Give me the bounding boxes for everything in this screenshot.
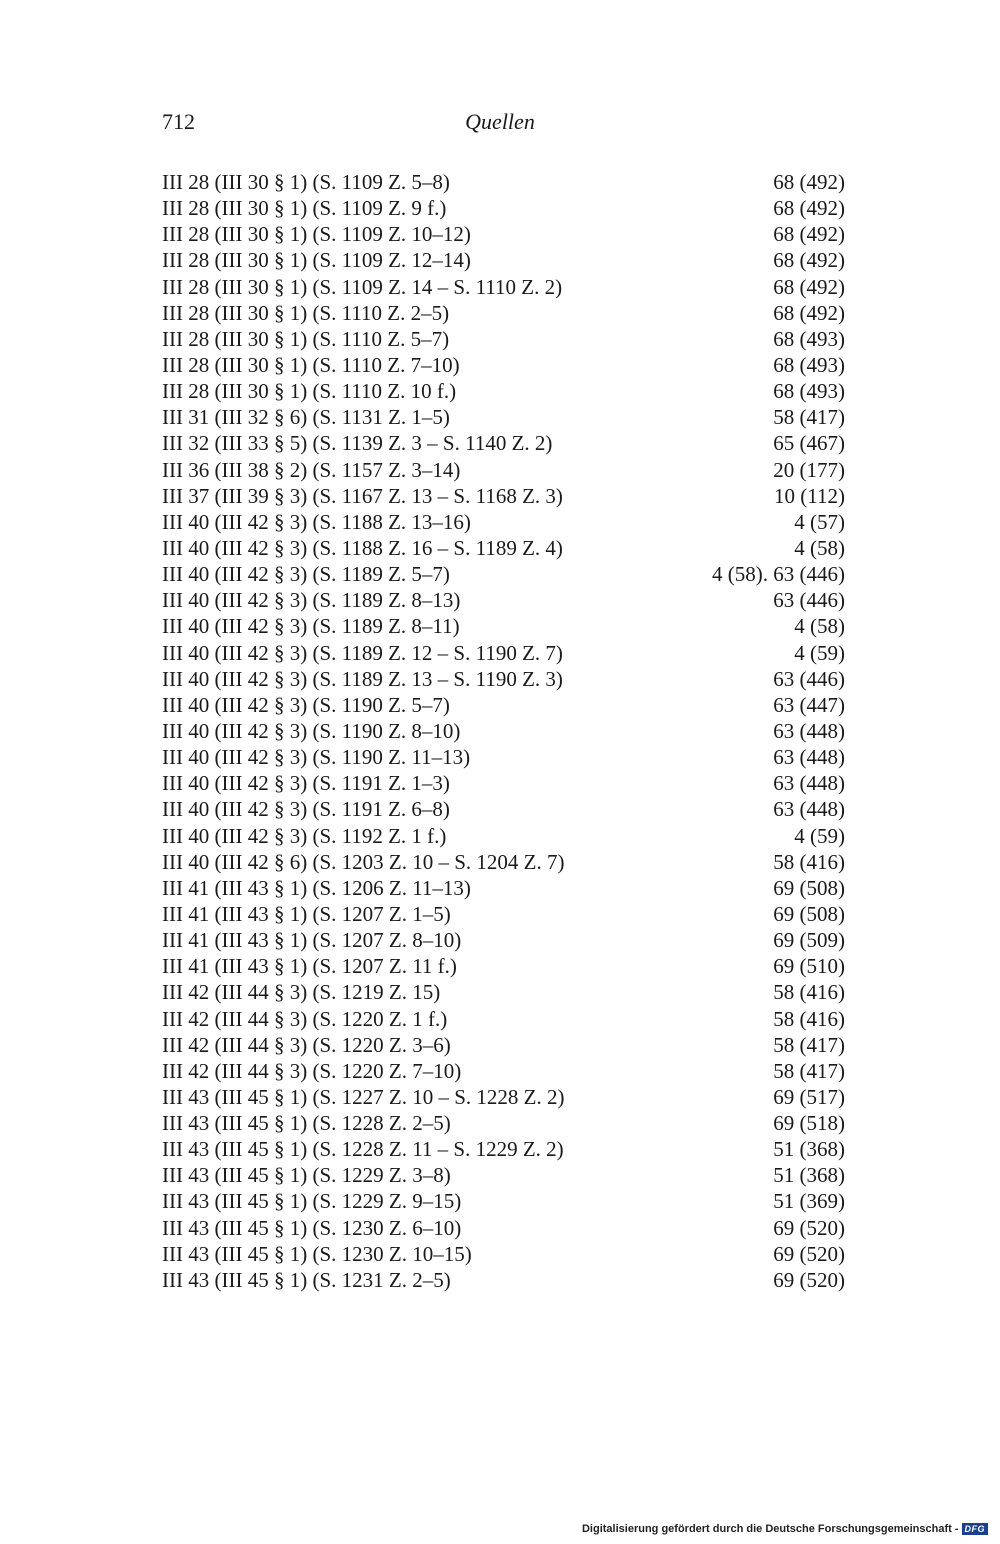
page-reference: 69 (518) xyxy=(773,1111,845,1136)
source-citation: III 31 (III 32 § 6) (S. 1131 Z. 1–5) xyxy=(162,405,450,430)
source-citation: III 28 (III 30 § 1) (S. 1110 Z. 10 f.) xyxy=(162,379,457,404)
index-entry-row xyxy=(162,979,845,1005)
index-entry-row xyxy=(162,1267,845,1293)
page-reference: 58 (417) xyxy=(773,1032,845,1057)
index-entry-row xyxy=(162,326,845,352)
footer-text: Digitalisierung gefördert durch die Deutsche Forschungsgemeinschaft - xyxy=(581,1523,959,1535)
source-citation: III 36 (III 38 § 2) (S. 1157 Z. 3–14) xyxy=(162,457,461,482)
index-entry-row xyxy=(162,169,845,195)
page-reference: 4 (58) xyxy=(794,535,845,560)
page-reference: 68 (493) xyxy=(773,326,845,351)
source-index-list xyxy=(162,169,845,1293)
index-entry-row xyxy=(162,718,845,744)
page-reference: 63 (448) xyxy=(773,718,845,743)
page-reference: 69 (508) xyxy=(773,875,845,900)
source-citation: III 40 (III 42 § 3) (S. 1189 Z. 5–7) xyxy=(162,562,450,587)
index-entry-row xyxy=(162,796,845,822)
source-citation: III 28 (III 30 § 1) (S. 1110 Z. 2–5) xyxy=(162,300,450,325)
index-entry-row xyxy=(162,927,845,953)
page-reference: 58 (417) xyxy=(773,1058,845,1083)
index-entry-row xyxy=(162,1110,845,1136)
index-entry-row xyxy=(162,666,845,692)
index-entry-row xyxy=(162,1215,845,1241)
source-citation: III 42 (III 44 § 3) (S. 1220 Z. 3–6) xyxy=(162,1032,451,1057)
page-reference: 51 (368) xyxy=(773,1163,845,1188)
index-entry-row xyxy=(162,1058,845,1084)
index-entry-row xyxy=(162,378,845,404)
page-reference: 58 (416) xyxy=(773,1006,845,1031)
source-citation: III 37 (III 39 § 3) (S. 1167 Z. 13 – S. 1168 Z. 3) xyxy=(162,483,563,508)
page-reference: 4 (58) xyxy=(794,614,845,639)
source-citation: III 28 (III 30 § 1) (S. 1109 Z. 10–12) xyxy=(162,222,471,247)
page-reference: 69 (520) xyxy=(773,1215,845,1240)
source-citation: III 40 (III 42 § 3) (S. 1190 Z. 11–13) xyxy=(162,745,471,770)
page-reference: 68 (493) xyxy=(773,379,845,404)
source-citation: III 42 (III 44 § 3) (S. 1220 Z. 1 f.) xyxy=(162,1006,448,1031)
index-entry-row xyxy=(162,1241,845,1267)
source-citation: III 40 (III 42 § 3) (S. 1189 Z. 12 – S. 1190 Z. 7) xyxy=(162,640,563,665)
source-citation: III 43 (III 45 § 1) (S. 1227 Z. 10 – S. 1228 Z. 2) xyxy=(162,1084,565,1109)
index-entry-row xyxy=(162,535,845,561)
page-reference: 68 (492) xyxy=(773,196,845,221)
page-reference: 68 (492) xyxy=(773,300,845,325)
index-entry-row xyxy=(162,221,845,247)
page-reference: 68 (493) xyxy=(773,352,845,377)
source-citation: III 40 (III 42 § 3) (S. 1189 Z. 8–13) xyxy=(162,588,461,613)
page-reference: 10 (112) xyxy=(774,483,845,508)
page-reference: 63 (448) xyxy=(773,771,845,796)
source-citation: III 42 (III 44 § 3) (S. 1220 Z. 7–10) xyxy=(162,1058,462,1083)
dfg-logo: DFG xyxy=(962,1523,989,1535)
source-citation: III 41 (III 43 § 1) (S. 1206 Z. 11–13) xyxy=(162,875,471,900)
index-entry-row xyxy=(162,1162,845,1188)
page-reference: 63 (448) xyxy=(773,745,845,770)
source-citation: III 41 (III 43 § 1) (S. 1207 Z. 11 f.) xyxy=(162,954,457,979)
source-citation: III 42 (III 44 § 3) (S. 1219 Z. 15) xyxy=(162,980,441,1005)
page-reference: 63 (448) xyxy=(773,797,845,822)
page-reference: 58 (417) xyxy=(773,405,845,430)
index-entry-row xyxy=(162,1032,845,1058)
source-citation: III 40 (III 42 § 3) (S. 1188 Z. 16 – S. 1189 Z. 4) xyxy=(162,535,563,560)
index-entry-row xyxy=(162,770,845,796)
source-citation: III 41 (III 43 § 1) (S. 1207 Z. 1–5) xyxy=(162,901,451,926)
running-head: Quellen xyxy=(465,109,535,134)
page-reference: 4 (59) xyxy=(794,640,845,665)
index-entry-row xyxy=(162,352,845,378)
digitization-footer xyxy=(582,1523,988,1535)
page-reference: 69 (520) xyxy=(773,1267,845,1292)
source-citation: III 40 (III 42 § 3) (S. 1188 Z. 13–16) xyxy=(162,509,471,534)
source-citation: III 40 (III 42 § 3) (S. 1191 Z. 6–8) xyxy=(162,797,450,822)
source-citation: III 28 (III 30 § 1) (S. 1109 Z. 9 f.) xyxy=(162,196,447,221)
index-entry-row xyxy=(162,509,845,535)
index-entry-row xyxy=(162,1136,845,1162)
index-entry-row xyxy=(162,561,845,587)
page-reference: 68 (492) xyxy=(773,222,845,247)
source-citation: III 43 (III 45 § 1) (S. 1228 Z. 2–5) xyxy=(162,1111,451,1136)
index-entry-row xyxy=(162,849,845,875)
source-citation: III 43 (III 45 § 1) (S. 1229 Z. 9–15) xyxy=(162,1189,462,1214)
index-entry-row xyxy=(162,875,845,901)
index-entry-row xyxy=(162,274,845,300)
source-citation: III 28 (III 30 § 1) (S. 1110 Z. 5–7) xyxy=(162,326,450,351)
index-entry-row xyxy=(162,1084,845,1110)
page-reference: 65 (467) xyxy=(773,431,845,456)
source-citation: III 40 (III 42 § 3) (S. 1189 Z. 13 – S. 1190 Z. 3) xyxy=(162,666,563,691)
source-citation: III 40 (III 42 § 6) (S. 1203 Z. 10 – S. 1204 Z. 7) xyxy=(162,849,565,874)
page-reference: 68 (492) xyxy=(773,248,845,273)
index-entry-row xyxy=(162,404,845,430)
index-entry-row xyxy=(162,457,845,483)
page-reference: 68 (492) xyxy=(773,170,845,194)
page-reference: 4 (59) xyxy=(794,823,845,848)
page-reference: 4 (58). 63 (446) xyxy=(712,562,845,587)
index-entry-row xyxy=(162,901,845,927)
source-citation: III 43 (III 45 § 1) (S. 1228 Z. 11 – S. 1229 Z. 2) xyxy=(162,1137,564,1162)
page-reference: 69 (509) xyxy=(773,928,845,953)
page-reference: 69 (520) xyxy=(773,1241,845,1266)
page-reference: 51 (369) xyxy=(773,1189,845,1214)
page-number: 712 xyxy=(162,109,195,134)
source-citation: III 40 (III 42 § 3) (S. 1191 Z. 1–3) xyxy=(162,771,450,796)
source-citation: III 32 (III 33 § 5) (S. 1139 Z. 3 – S. 1140 Z. 2) xyxy=(162,431,553,456)
index-entry-row xyxy=(162,430,845,456)
source-citation: III 43 (III 45 § 1) (S. 1230 Z. 10–15) xyxy=(162,1241,472,1266)
index-entry-row xyxy=(162,1188,845,1214)
page-reference: 58 (416) xyxy=(773,849,845,874)
index-entry-row xyxy=(162,1006,845,1032)
source-citation: III 28 (III 30 § 1) (S. 1109 Z. 12–14) xyxy=(162,248,471,273)
index-entry-row xyxy=(162,195,845,221)
page-reference: 63 (446) xyxy=(773,666,845,691)
source-citation: III 40 (III 42 § 3) (S. 1189 Z. 8–11) xyxy=(162,614,460,639)
page-reference: 69 (510) xyxy=(773,954,845,979)
source-citation: III 41 (III 43 § 1) (S. 1207 Z. 8–10) xyxy=(162,928,462,953)
source-citation: III 28 (III 30 § 1) (S. 1109 Z. 5–8) xyxy=(162,170,450,194)
page-reference: 68 (492) xyxy=(773,274,845,299)
index-entry-row xyxy=(162,692,845,718)
index-entry-row xyxy=(162,613,845,639)
source-citation: III 40 (III 42 § 3) (S. 1190 Z. 8–10) xyxy=(162,718,461,743)
page-reference: 69 (517) xyxy=(773,1084,845,1109)
index-entry-row xyxy=(162,953,845,979)
page-reference: 4 (57) xyxy=(794,509,845,534)
index-entry-row xyxy=(162,247,845,273)
source-citation: III 43 (III 45 § 1) (S. 1231 Z. 2–5) xyxy=(162,1267,451,1292)
source-citation: III 40 (III 42 § 3) (S. 1192 Z. 1 f.) xyxy=(162,823,447,848)
page-reference: 69 (508) xyxy=(773,901,845,926)
page-reference: 51 (368) xyxy=(773,1137,845,1162)
index-entry-row xyxy=(162,744,845,770)
index-entry-row xyxy=(162,823,845,849)
source-citation: III 43 (III 45 § 1) (S. 1230 Z. 6–10) xyxy=(162,1215,462,1240)
source-citation: III 28 (III 30 § 1) (S. 1109 Z. 14 – S. 1110 Z. 2) xyxy=(162,274,563,299)
page-reference: 20 (177) xyxy=(773,457,845,482)
page-reference: 58 (416) xyxy=(773,980,845,1005)
index-entry-row xyxy=(162,300,845,326)
index-entry-row xyxy=(162,483,845,509)
index-entry-row xyxy=(162,587,845,613)
page-reference: 63 (446) xyxy=(773,588,845,613)
source-citation: III 40 (III 42 § 3) (S. 1190 Z. 5–7) xyxy=(162,692,450,717)
source-citation: III 28 (III 30 § 1) (S. 1110 Z. 7–10) xyxy=(162,352,460,377)
source-citation: III 43 (III 45 § 1) (S. 1229 Z. 3–8) xyxy=(162,1163,451,1188)
page-reference: 63 (447) xyxy=(773,692,845,717)
index-entry-row xyxy=(162,640,845,666)
